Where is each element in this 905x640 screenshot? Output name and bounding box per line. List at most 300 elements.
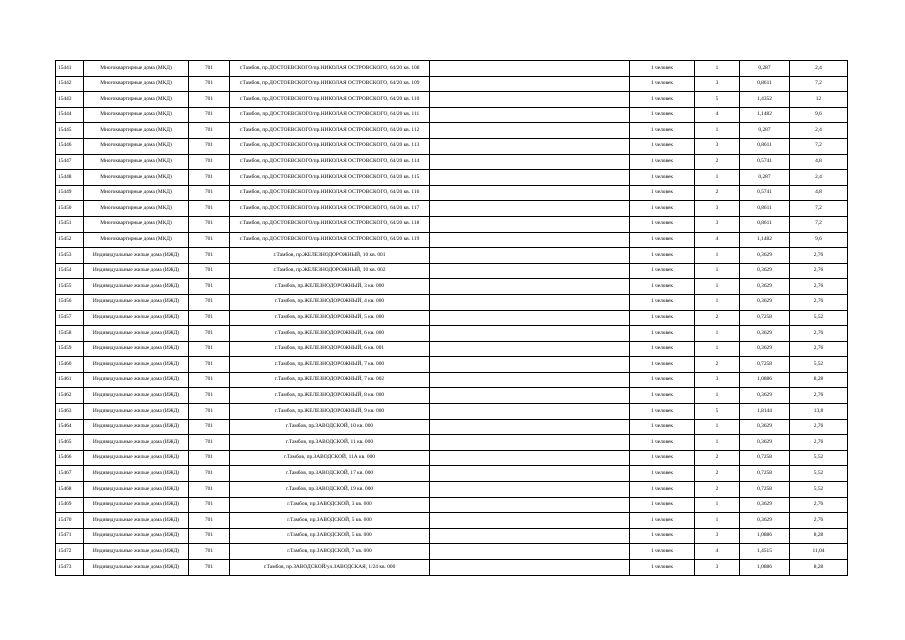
code-cell: 701 bbox=[189, 123, 230, 139]
table-row bbox=[56, 138, 848, 154]
code-cell: 701 bbox=[189, 107, 230, 123]
unit-cell: 1 человек bbox=[630, 357, 695, 373]
table-row bbox=[56, 248, 848, 264]
code-cell: 701 bbox=[189, 435, 230, 451]
record-id-cell: 15471 bbox=[56, 528, 84, 544]
value-cell: 0,3629 bbox=[740, 497, 790, 513]
record-id-cell: 15448 bbox=[56, 170, 84, 186]
empty-cell bbox=[430, 341, 630, 357]
value-cell: 0,8611 bbox=[740, 201, 790, 217]
table-row bbox=[56, 185, 848, 201]
count-cell: 1 bbox=[695, 419, 740, 435]
code-cell: 701 bbox=[189, 294, 230, 310]
value-cell: 0,7258 bbox=[740, 357, 790, 373]
empty-cell bbox=[430, 138, 630, 154]
code-cell: 701 bbox=[189, 388, 230, 404]
total-cell: 2,76 bbox=[790, 435, 848, 451]
value-cell: 0,287 bbox=[740, 61, 790, 77]
unit-cell: 1 человек bbox=[630, 513, 695, 529]
value-cell: 0,5741 bbox=[740, 185, 790, 201]
unit-cell: 1 человек bbox=[630, 435, 695, 451]
total-cell: 7,2 bbox=[790, 138, 848, 154]
address-cell: г.Тамбов, пр.ЖЕЛЕЗНОДОРОЖНЫЙ, 6 кв. 001 bbox=[230, 341, 430, 357]
building-type-cell: Индивидуальные жилые дома (ИЖД) bbox=[84, 404, 189, 420]
unit-cell: 1 человек bbox=[630, 341, 695, 357]
total-cell: 2,4 bbox=[790, 170, 848, 186]
total-cell: 2,76 bbox=[790, 341, 848, 357]
code-cell: 701 bbox=[189, 185, 230, 201]
records-table bbox=[55, 60, 848, 576]
code-cell: 701 bbox=[189, 466, 230, 482]
table-row bbox=[56, 263, 848, 279]
empty-cell bbox=[430, 61, 630, 77]
table-row bbox=[56, 435, 848, 451]
records-table-body bbox=[56, 61, 848, 576]
code-cell: 701 bbox=[189, 341, 230, 357]
record-id-cell: 15466 bbox=[56, 450, 84, 466]
count-cell: 2 bbox=[695, 482, 740, 498]
total-cell: 2,4 bbox=[790, 61, 848, 77]
code-cell: 701 bbox=[189, 404, 230, 420]
count-cell: 4 bbox=[695, 232, 740, 248]
building-type-cell: Индивидуальные жилые дома (ИЖД) bbox=[84, 497, 189, 513]
count-cell: 1 bbox=[695, 513, 740, 529]
address-cell: г.Тамбов, пр.ЗАВОДСКОЙ, 19 кв. 000 bbox=[230, 482, 430, 498]
address-cell: г.Тамбов, пр.ЗАВОДСКОЙ, 7 кв. 000 bbox=[230, 544, 430, 560]
code-cell: 701 bbox=[189, 201, 230, 217]
table-row bbox=[56, 123, 848, 139]
table-row bbox=[56, 560, 848, 576]
total-cell: 8,28 bbox=[790, 528, 848, 544]
empty-cell bbox=[430, 170, 630, 186]
address-cell: г.Тамбов, пр.ЖЕЛЕЗНОДОРОЖНЫЙ, 3 кв. 000 bbox=[230, 279, 430, 295]
value-cell: 1,0886 bbox=[740, 560, 790, 576]
empty-cell bbox=[430, 326, 630, 342]
empty-cell bbox=[430, 482, 630, 498]
unit-cell: 1 человек bbox=[630, 279, 695, 295]
building-type-cell: Индивидуальные жилые дома (ИЖД) bbox=[84, 528, 189, 544]
count-cell: 1 bbox=[695, 248, 740, 264]
code-cell: 701 bbox=[189, 310, 230, 326]
building-type-cell: Индивидуальные жилые дома (ИЖД) bbox=[84, 341, 189, 357]
empty-cell bbox=[430, 263, 630, 279]
value-cell: 0,3629 bbox=[740, 248, 790, 264]
unit-cell: 1 человек bbox=[630, 450, 695, 466]
empty-cell bbox=[430, 310, 630, 326]
count-cell: 1 bbox=[695, 435, 740, 451]
address-cell: г.Тамбов, пр.ЖЕЛЕЗНОДОРОЖНЫЙ, 8 кв. 000 bbox=[230, 388, 430, 404]
address-cell: г.Тамбов, пр.ДОСТОЕВСКОГО/пр.НИКОЛАЯ ОСТРОВСКОГО, 64/20 кв. 114 bbox=[230, 154, 430, 170]
unit-cell: 1 человек bbox=[630, 107, 695, 123]
empty-cell bbox=[430, 404, 630, 420]
address-cell: г.Тамбов, пр.ЗАВОДСКОЙ, 10 кв. 000 bbox=[230, 419, 430, 435]
value-cell: 1,8144 bbox=[740, 404, 790, 420]
table-row bbox=[56, 497, 848, 513]
building-type-cell: Индивидуальные жилые дома (ИЖД) bbox=[84, 388, 189, 404]
count-cell: 1 bbox=[695, 341, 740, 357]
total-cell: 5,52 bbox=[790, 450, 848, 466]
count-cell: 3 bbox=[695, 201, 740, 217]
empty-cell bbox=[430, 372, 630, 388]
unit-cell: 1 человек bbox=[630, 92, 695, 108]
address-cell: г.Тамбов, пр.ЖЕЛЕЗНОДОРОЖНЫЙ, 7 кв. 002 bbox=[230, 372, 430, 388]
unit-cell: 1 человек bbox=[630, 294, 695, 310]
record-id-cell: 15443 bbox=[56, 92, 84, 108]
code-cell: 701 bbox=[189, 154, 230, 170]
value-cell: 0,3629 bbox=[740, 279, 790, 295]
empty-cell bbox=[430, 107, 630, 123]
address-cell: г.Тамбов, пр.ДОСТОЕВСКОГО/пр.НИКОЛАЯ ОСТРОВСКОГО, 64/20 кв. 116 bbox=[230, 185, 430, 201]
address-cell: г.Тамбов, пр.ДОСТОЕВСКОГО/пр.НИКОЛАЯ ОСТРОВСКОГО, 64/20 кв. 110 bbox=[230, 92, 430, 108]
total-cell: 9,6 bbox=[790, 107, 848, 123]
empty-cell bbox=[430, 232, 630, 248]
unit-cell: 1 человек bbox=[630, 61, 695, 77]
table-row bbox=[56, 201, 848, 217]
unit-cell: 1 человек bbox=[630, 372, 695, 388]
table-row bbox=[56, 92, 848, 108]
unit-cell: 1 человек bbox=[630, 326, 695, 342]
table-row bbox=[56, 404, 848, 420]
address-cell: г.Тамбов, пр.ДОСТОЕВСКОГО/пр.НИКОЛАЯ ОСТРОВСКОГО, 64/20 кв. 118 bbox=[230, 216, 430, 232]
count-cell: 2 bbox=[695, 154, 740, 170]
count-cell: 3 bbox=[695, 76, 740, 92]
record-id-cell: 15472 bbox=[56, 544, 84, 560]
count-cell: 1 bbox=[695, 326, 740, 342]
unit-cell: 1 человек bbox=[630, 138, 695, 154]
total-cell: 5,52 bbox=[790, 482, 848, 498]
count-cell: 2 bbox=[695, 185, 740, 201]
record-id-cell: 15452 bbox=[56, 232, 84, 248]
address-cell: г.Тамбов, пр.ДОСТОЕВСКОГО/пр.НИКОЛАЯ ОСТРОВСКОГО, 64/20 кв. 111 bbox=[230, 107, 430, 123]
table-row bbox=[56, 482, 848, 498]
count-cell: 4 bbox=[695, 107, 740, 123]
value-cell: 0,7258 bbox=[740, 450, 790, 466]
value-cell: 1,4352 bbox=[740, 92, 790, 108]
building-type-cell: Многоквартирные дома (МКД) bbox=[84, 138, 189, 154]
total-cell: 5,52 bbox=[790, 310, 848, 326]
empty-cell bbox=[430, 388, 630, 404]
table-row bbox=[56, 279, 848, 295]
value-cell: 0,3629 bbox=[740, 388, 790, 404]
empty-cell bbox=[430, 123, 630, 139]
table-row bbox=[56, 294, 848, 310]
count-cell: 1 bbox=[695, 170, 740, 186]
count-cell: 3 bbox=[695, 138, 740, 154]
count-cell: 1 bbox=[695, 279, 740, 295]
unit-cell: 1 человек bbox=[630, 528, 695, 544]
record-id-cell: 15460 bbox=[56, 357, 84, 373]
table-row bbox=[56, 216, 848, 232]
unit-cell: 1 человек bbox=[630, 497, 695, 513]
empty-cell bbox=[430, 544, 630, 560]
address-cell: г.Тамбов, пр.ЖЕЛЕЗНОДОРОЖНЫЙ, 4 кв. 000 bbox=[230, 294, 430, 310]
total-cell: 8,28 bbox=[790, 372, 848, 388]
table-row bbox=[56, 528, 848, 544]
record-id-cell: 15442 bbox=[56, 76, 84, 92]
address-cell: г.Тамбов, пр.ЗАВОДСКОЙ, 5 кв. 000 bbox=[230, 528, 430, 544]
total-cell: 2,76 bbox=[790, 263, 848, 279]
record-id-cell: 15469 bbox=[56, 497, 84, 513]
record-id-cell: 15450 bbox=[56, 201, 84, 217]
code-cell: 701 bbox=[189, 76, 230, 92]
building-type-cell: Индивидуальные жилые дома (ИЖД) bbox=[84, 435, 189, 451]
address-cell: г.Тамбов, пр.ЖЕЛЕЗНОДОРОЖНЫЙ, 10 кв. 001 bbox=[230, 248, 430, 264]
code-cell: 701 bbox=[189, 450, 230, 466]
code-cell: 701 bbox=[189, 61, 230, 77]
count-cell: 1 bbox=[695, 497, 740, 513]
count-cell: 5 bbox=[695, 404, 740, 420]
building-type-cell: Индивидуальные жилые дома (ИЖД) bbox=[84, 357, 189, 373]
address-cell: г.Тамбов, пр.ДОСТОЕВСКОГО/пр.НИКОЛАЯ ОСТРОВСКОГО, 64/20 кв. 108 bbox=[230, 61, 430, 77]
value-cell: 0,3629 bbox=[740, 263, 790, 279]
empty-cell bbox=[430, 560, 630, 576]
record-id-cell: 15463 bbox=[56, 404, 84, 420]
table-row bbox=[56, 419, 848, 435]
record-id-cell: 15470 bbox=[56, 513, 84, 529]
total-cell: 4,8 bbox=[790, 154, 848, 170]
code-cell: 701 bbox=[189, 497, 230, 513]
count-cell: 2 bbox=[695, 450, 740, 466]
building-type-cell: Индивидуальные жилые дома (ИЖД) bbox=[84, 263, 189, 279]
address-cell: г.Тамбов, пр.ДОСТОЕВСКОГО/пр.НИКОЛАЯ ОСТРОВСКОГО, 64/20 кв. 119 bbox=[230, 232, 430, 248]
value-cell: 0,3629 bbox=[740, 341, 790, 357]
building-type-cell: Многоквартирные дома (МКД) bbox=[84, 123, 189, 139]
code-cell: 701 bbox=[189, 170, 230, 186]
address-cell: г.Тамбов, пр.ЖЕЛЕЗНОДОРОЖНЫЙ, 9 кв. 000 bbox=[230, 404, 430, 420]
table-row bbox=[56, 170, 848, 186]
empty-cell bbox=[430, 279, 630, 295]
building-type-cell: Индивидуальные жилые дома (ИЖД) bbox=[84, 248, 189, 264]
unit-cell: 1 человек bbox=[630, 404, 695, 420]
record-id-cell: 15445 bbox=[56, 123, 84, 139]
building-type-cell: Многоквартирные дома (МКД) bbox=[84, 232, 189, 248]
count-cell: 3 bbox=[695, 528, 740, 544]
code-cell: 701 bbox=[189, 419, 230, 435]
count-cell: 1 bbox=[695, 388, 740, 404]
building-type-cell: Многоквартирные дома (МКД) bbox=[84, 154, 189, 170]
value-cell: 0,3629 bbox=[740, 326, 790, 342]
record-id-cell: 15454 bbox=[56, 263, 84, 279]
code-cell: 701 bbox=[189, 357, 230, 373]
building-type-cell: Индивидуальные жилые дома (ИЖД) bbox=[84, 294, 189, 310]
empty-cell bbox=[430, 76, 630, 92]
value-cell: 0,3629 bbox=[740, 435, 790, 451]
table-row bbox=[56, 357, 848, 373]
unit-cell: 1 человек bbox=[630, 248, 695, 264]
count-cell: 1 bbox=[695, 123, 740, 139]
building-type-cell: Индивидуальные жилые дома (ИЖД) bbox=[84, 372, 189, 388]
record-id-cell: 15468 bbox=[56, 482, 84, 498]
empty-cell bbox=[430, 419, 630, 435]
table-row bbox=[56, 76, 848, 92]
building-type-cell: Индивидуальные жилые дома (ИЖД) bbox=[84, 466, 189, 482]
empty-cell bbox=[430, 497, 630, 513]
total-cell: 2,76 bbox=[790, 513, 848, 529]
value-cell: 1,0886 bbox=[740, 528, 790, 544]
value-cell: 0,8611 bbox=[740, 138, 790, 154]
unit-cell: 1 человек bbox=[630, 170, 695, 186]
building-type-cell: Индивидуальные жилые дома (ИЖД) bbox=[84, 482, 189, 498]
count-cell: 4 bbox=[695, 544, 740, 560]
total-cell: 4,8 bbox=[790, 185, 848, 201]
code-cell: 701 bbox=[189, 92, 230, 108]
empty-cell bbox=[430, 216, 630, 232]
address-cell: г.Тамбов, пр.ДОСТОЕВСКОГО/пр.НИКОЛАЯ ОСТРОВСКОГО, 64/20 кв. 115 bbox=[230, 170, 430, 186]
empty-cell bbox=[430, 248, 630, 264]
value-cell: 1,4515 bbox=[740, 544, 790, 560]
table-row bbox=[56, 466, 848, 482]
unit-cell: 1 человек bbox=[630, 263, 695, 279]
address-cell: г.Тамбов, пр.ЗАВОДСКОЙ, 11А кв. 000 bbox=[230, 450, 430, 466]
empty-cell bbox=[430, 201, 630, 217]
building-type-cell: Индивидуальные жилые дома (ИЖД) bbox=[84, 450, 189, 466]
value-cell: 0,287 bbox=[740, 170, 790, 186]
unit-cell: 1 человек bbox=[630, 310, 695, 326]
count-cell: 1 bbox=[695, 61, 740, 77]
value-cell: 0,3629 bbox=[740, 419, 790, 435]
record-id-cell: 15456 bbox=[56, 294, 84, 310]
code-cell: 701 bbox=[189, 248, 230, 264]
table-row bbox=[56, 450, 848, 466]
count-cell: 2 bbox=[695, 466, 740, 482]
unit-cell: 1 человек bbox=[630, 466, 695, 482]
building-type-cell: Многоквартирные дома (МКД) bbox=[84, 107, 189, 123]
code-cell: 701 bbox=[189, 326, 230, 342]
code-cell: 701 bbox=[189, 528, 230, 544]
value-cell: 0,3629 bbox=[740, 294, 790, 310]
value-cell: 0,5741 bbox=[740, 154, 790, 170]
unit-cell: 1 человек bbox=[630, 544, 695, 560]
empty-cell bbox=[430, 154, 630, 170]
count-cell: 5 bbox=[695, 92, 740, 108]
code-cell: 701 bbox=[189, 560, 230, 576]
unit-cell: 1 человек bbox=[630, 482, 695, 498]
value-cell: 1,1482 bbox=[740, 107, 790, 123]
empty-cell bbox=[430, 92, 630, 108]
address-cell: г.Тамбов, пр.ЗАВОДСКОЙ, 11 кв. 000 bbox=[230, 435, 430, 451]
unit-cell: 1 человек bbox=[630, 76, 695, 92]
total-cell: 8,28 bbox=[790, 560, 848, 576]
empty-cell bbox=[430, 185, 630, 201]
total-cell: 9,6 bbox=[790, 232, 848, 248]
unit-cell: 1 человек bbox=[630, 560, 695, 576]
total-cell: 2,76 bbox=[790, 326, 848, 342]
table-row bbox=[56, 310, 848, 326]
building-type-cell: Индивидуальные жилые дома (ИЖД) bbox=[84, 326, 189, 342]
value-cell: 0,3629 bbox=[740, 513, 790, 529]
total-cell: 2,4 bbox=[790, 123, 848, 139]
address-cell: г.Тамбов, пр.ДОСТОЕВСКОГО/пр.НИКОЛАЯ ОСТРОВСКОГО, 64/20 кв. 113 bbox=[230, 138, 430, 154]
empty-cell bbox=[430, 450, 630, 466]
total-cell: 5,52 bbox=[790, 466, 848, 482]
value-cell: 0,8611 bbox=[740, 216, 790, 232]
unit-cell: 1 человек bbox=[630, 123, 695, 139]
total-cell: 11,04 bbox=[790, 544, 848, 560]
total-cell: 2,76 bbox=[790, 497, 848, 513]
building-type-cell: Многоквартирные дома (МКД) bbox=[84, 61, 189, 77]
code-cell: 701 bbox=[189, 372, 230, 388]
count-cell: 3 bbox=[695, 372, 740, 388]
table-row bbox=[56, 232, 848, 248]
address-cell: г.Тамбов, пр.ЗАВОДСКОЙ, 17 кв. 000 bbox=[230, 466, 430, 482]
total-cell: 2,76 bbox=[790, 388, 848, 404]
total-cell: 2,76 bbox=[790, 419, 848, 435]
total-cell: 5,52 bbox=[790, 357, 848, 373]
code-cell: 701 bbox=[189, 138, 230, 154]
record-id-cell: 15459 bbox=[56, 341, 84, 357]
code-cell: 701 bbox=[189, 232, 230, 248]
empty-cell bbox=[430, 294, 630, 310]
record-id-cell: 15446 bbox=[56, 138, 84, 154]
total-cell: 7,2 bbox=[790, 76, 848, 92]
value-cell: 0,287 bbox=[740, 123, 790, 139]
unit-cell: 1 человек bbox=[630, 388, 695, 404]
total-cell: 13,8 bbox=[790, 404, 848, 420]
building-type-cell: Многоквартирные дома (МКД) bbox=[84, 76, 189, 92]
record-id-cell: 15453 bbox=[56, 248, 84, 264]
table-row bbox=[56, 341, 848, 357]
record-id-cell: 15444 bbox=[56, 107, 84, 123]
code-cell: 701 bbox=[189, 482, 230, 498]
count-cell: 2 bbox=[695, 310, 740, 326]
empty-cell bbox=[430, 528, 630, 544]
table-row bbox=[56, 154, 848, 170]
record-id-cell: 15467 bbox=[56, 466, 84, 482]
total-cell: 7,2 bbox=[790, 216, 848, 232]
address-cell: г.Тамбов, пр.ДОСТОЕВСКОГО/пр.НИКОЛАЯ ОСТРОВСКОГО, 64/20 кв. 112 bbox=[230, 123, 430, 139]
count-cell: 3 bbox=[695, 560, 740, 576]
building-type-cell: Индивидуальные жилые дома (ИЖД) bbox=[84, 544, 189, 560]
address-cell: г.Тамбов, пр.ДОСТОЕВСКОГО/пр.НИКОЛАЯ ОСТРОВСКОГО, 64/20 кв. 117 bbox=[230, 201, 430, 217]
unit-cell: 1 человек bbox=[630, 185, 695, 201]
code-cell: 701 bbox=[189, 279, 230, 295]
table-row bbox=[56, 326, 848, 342]
building-type-cell: Многоквартирные дома (МКД) bbox=[84, 185, 189, 201]
building-type-cell: Индивидуальные жилые дома (ИЖД) bbox=[84, 560, 189, 576]
record-id-cell: 15457 bbox=[56, 310, 84, 326]
table-row bbox=[56, 544, 848, 560]
record-id-cell: 15458 bbox=[56, 326, 84, 342]
unit-cell: 1 человек bbox=[630, 154, 695, 170]
total-cell: 2,76 bbox=[790, 294, 848, 310]
record-id-cell: 15461 bbox=[56, 372, 84, 388]
unit-cell: 1 человек bbox=[630, 216, 695, 232]
empty-cell bbox=[430, 466, 630, 482]
table-row bbox=[56, 107, 848, 123]
count-cell: 3 bbox=[695, 216, 740, 232]
building-type-cell: Индивидуальные жилые дома (ИЖД) bbox=[84, 419, 189, 435]
record-id-cell: 15464 bbox=[56, 419, 84, 435]
address-cell: г.Тамбов, пр.ДОСТОЕВСКОГО/пр.НИКОЛАЯ ОСТРОВСКОГО, 64/20 кв. 109 bbox=[230, 76, 430, 92]
count-cell: 1 bbox=[695, 263, 740, 279]
code-cell: 701 bbox=[189, 544, 230, 560]
address-cell: г.Тамбов, пр.ЗАВОДСКОЙ, 5 кв. 000 bbox=[230, 513, 430, 529]
building-type-cell: Индивидуальные жилые дома (ИЖД) bbox=[84, 310, 189, 326]
record-id-cell: 15451 bbox=[56, 216, 84, 232]
address-cell: г.Тамбов, пр.ЖЕЛЕЗНОДОРОЖНЫЙ, 5 кв. 000 bbox=[230, 310, 430, 326]
count-cell: 1 bbox=[695, 294, 740, 310]
building-type-cell: Многоквартирные дома (МКД) bbox=[84, 92, 189, 108]
empty-cell bbox=[430, 357, 630, 373]
building-type-cell: Многоквартирные дома (МКД) bbox=[84, 201, 189, 217]
empty-cell bbox=[430, 435, 630, 451]
value-cell: 0,7258 bbox=[740, 466, 790, 482]
unit-cell: 1 человек bbox=[630, 232, 695, 248]
value-cell: 0,7258 bbox=[740, 482, 790, 498]
code-cell: 701 bbox=[189, 263, 230, 279]
unit-cell: 1 человек bbox=[630, 201, 695, 217]
table-row bbox=[56, 372, 848, 388]
